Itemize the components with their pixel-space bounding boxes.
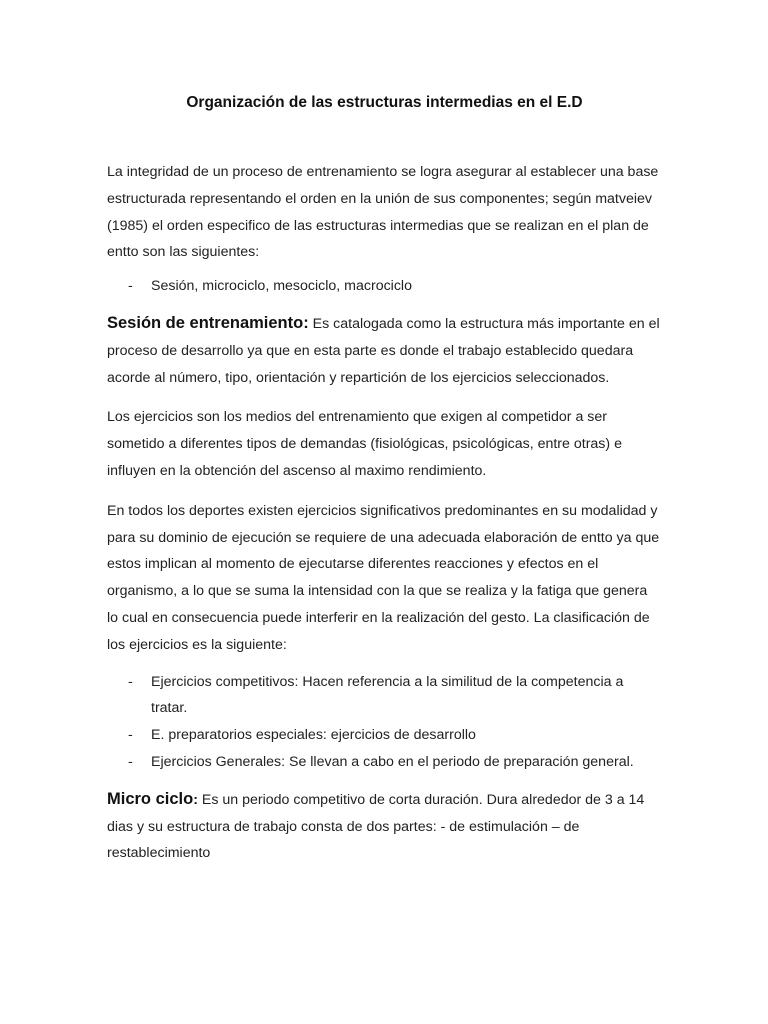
bullet-dash: - — [128, 753, 133, 770]
list-item — [107, 669, 662, 723]
deportes-paragraph: En todos los deportes existen ejercicios significativos predominantes en su modalidad y para su dominio de ejecución se requiere de una adecuada elaboración de entto ya que estos implican al momento de ejecutarse diferentes reacciones y efectos en el organismo, a lo que se suma la intensidad con la que se realiza y la fatiga que genera lo cual en consecuencia puede interferir en la realización del gesto. La clasificación de los ejercicios es la siguiente: — [107, 502, 660, 653]
microciclo-heading: Micro ciclo — [107, 789, 194, 808]
list-item-text: E. preparatorios especiales: ejercicios de desarrollo — [151, 727, 476, 744]
list-item — [107, 273, 662, 300]
microciclo-colon: : — [193, 791, 198, 808]
document-title: Organización de las estructuras intermedias en el E.D — [186, 94, 583, 111]
list-item — [107, 722, 662, 749]
exercise-classification-list — [107, 669, 662, 776]
bullet-dash: - — [128, 278, 133, 295]
microciclo-text: Es un periodo competitivo de corta duración. Dura alrededor de 3 a 14 dias y su estructura de trabajo consta de dos partes: - de estimulación – de restablecimiento — [107, 791, 645, 862]
structures-list — [107, 273, 662, 300]
bullet-dash: - — [128, 673, 133, 690]
ejercicios-paragraph: Los ejercicios son los medios del entrenamiento que exigen al competidor a ser sometido a diferentes tipos de demandas (fisiológicas, psicológicas, entre otras) e influyen en la obtención del ascenso al maximo rendimiento. — [107, 409, 622, 479]
sesion-heading: Sesión de entrenamiento: — [107, 313, 309, 332]
list-item — [107, 749, 662, 776]
bullet-dash: - — [128, 727, 133, 744]
list-item-text: Ejercicios Generales: Se llevan a cabo en el periodo de preparación general. — [151, 753, 634, 770]
list-item-text: Sesión, microciclo, mesociclo, macrociclo — [151, 278, 412, 295]
list-item-text: Ejercicios competitivos: Hacen referencia a la similitud de la competencia a tratar. — [151, 673, 624, 717]
intro-paragraph: La integridad de un proceso de entrenamiento se logra asegurar al establecer una base estructurada representando el orden en la unión de sus componentes; según matveiev (1985) el orden especifico de las estructuras intermedias que se realizan en el plan de entto son las siguientes: — [107, 164, 659, 261]
microciclo-paragraph — [107, 786, 662, 867]
sesion-paragraph — [107, 310, 662, 391]
sesion-text: Es catalogada como la estructura más importante en el proceso de desarrollo ya que en esta parte es donde el trabajo establecido quedara acorde al número, tipo, orientación y repartición de los ejercicios seleccionados. — [107, 315, 660, 386]
